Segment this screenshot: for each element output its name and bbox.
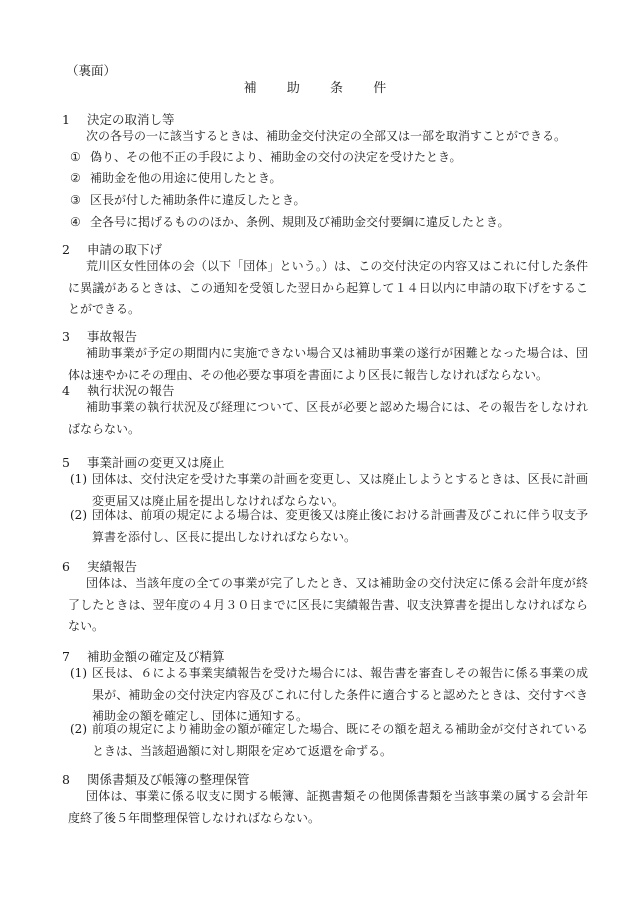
list-item: ② 補助金を他の用途に使用したとき。 [70, 171, 282, 185]
section-paragraph: 荒川区女性団体の会（以下「団体」という。）は、この交付決定の内容又はこれに付した条件に異議があるときは、この通知を受領した翌日から起算して１４日以内に申請の取下げをすることができる。 [68, 259, 588, 316]
section-heading: 3 事故報告 [62, 329, 138, 344]
list-item: ④ 全各号に掲げるもののほか、条例、規則及び補助金交付要綱に違反したとき。 [70, 215, 510, 229]
section-paragraph: 次の各号の一に該当するときは、補助金交付決定の全部又は一部を取消すことができる。 [86, 129, 567, 143]
section-heading: 4 執行状況の報告 [62, 383, 175, 398]
list-item: ① 偽り、その他不正の手段により、補助金の交付の決定を受けたとき。 [70, 150, 462, 164]
section-heading: 5 事業計画の変更又は廃止 [62, 455, 225, 470]
section-heading: 6 実績報告 [62, 559, 138, 574]
list-item: (1) 団体は、交付決定を受けた事業の計画を変更し、又は廃止しようとするときは、区長に計画変更届又は廃止届を提出しなければならない。 [70, 472, 588, 508]
section-heading: 8 関係書類及び帳簿の整理保管 [62, 772, 250, 787]
section-heading: 1 決定の取消し等 [62, 112, 175, 127]
section-paragraph: 団体は、当該年度の全ての事業が完了したとき、又は補助金の交付決定に係る会計年度が終了したときは、翌年度の４月３０日までに区長に実績報告書、収支決算書を提出しなければならない。 [68, 576, 588, 633]
list-item: (2) 前項の規定により補助金の額が確定した場合、既にその額を超える補助金が交付されているときは、当該超過額に対し期限を定めて返還を命ずる。 [70, 722, 588, 758]
list-item: ③ 区長が付した補助条件に違反したとき。 [70, 193, 306, 207]
section-paragraph: 補助事業の執行状況及び経理について、区長が必要と認めた場合には、その報告をしなければならない。 [68, 400, 588, 436]
section-paragraph: 補助事業が予定の期間内に実施できない場合又は補助事業の遂行が困難となった場合は、団体は速やかにその理由、その他必要な事項を書面により区長に報告しなければならない。 [68, 346, 588, 382]
document-title: 補 助 条 件 [243, 81, 387, 96]
section-paragraph: 団体は、事業に係る収支に関する帳簿、証拠書類その他関係書類を当該事業の属する会計年度終了後５年間整理保管しなければならない。 [68, 789, 588, 825]
list-item: (2) 団体は、前項の規定による場合は、変更後又は廃止後における計画書及びこれに伴う収支予算書を添付し、区長に提出しなければならない。 [70, 508, 588, 544]
section-heading: 2 申請の取下げ [62, 242, 163, 257]
header-label: （裏面） [66, 63, 117, 78]
section-heading: 7 補助金額の確定及び精算 [62, 649, 225, 664]
list-item: (1) 区長は、６による事業実績報告を受けた場合には、報告書を審査しその報告に係る事業の成果が、補助金の交付決定内容及びこれに付した条件に適合すると認めたときは、交付すべき補助金の額を確定し、団体に通知する。 [70, 666, 588, 723]
